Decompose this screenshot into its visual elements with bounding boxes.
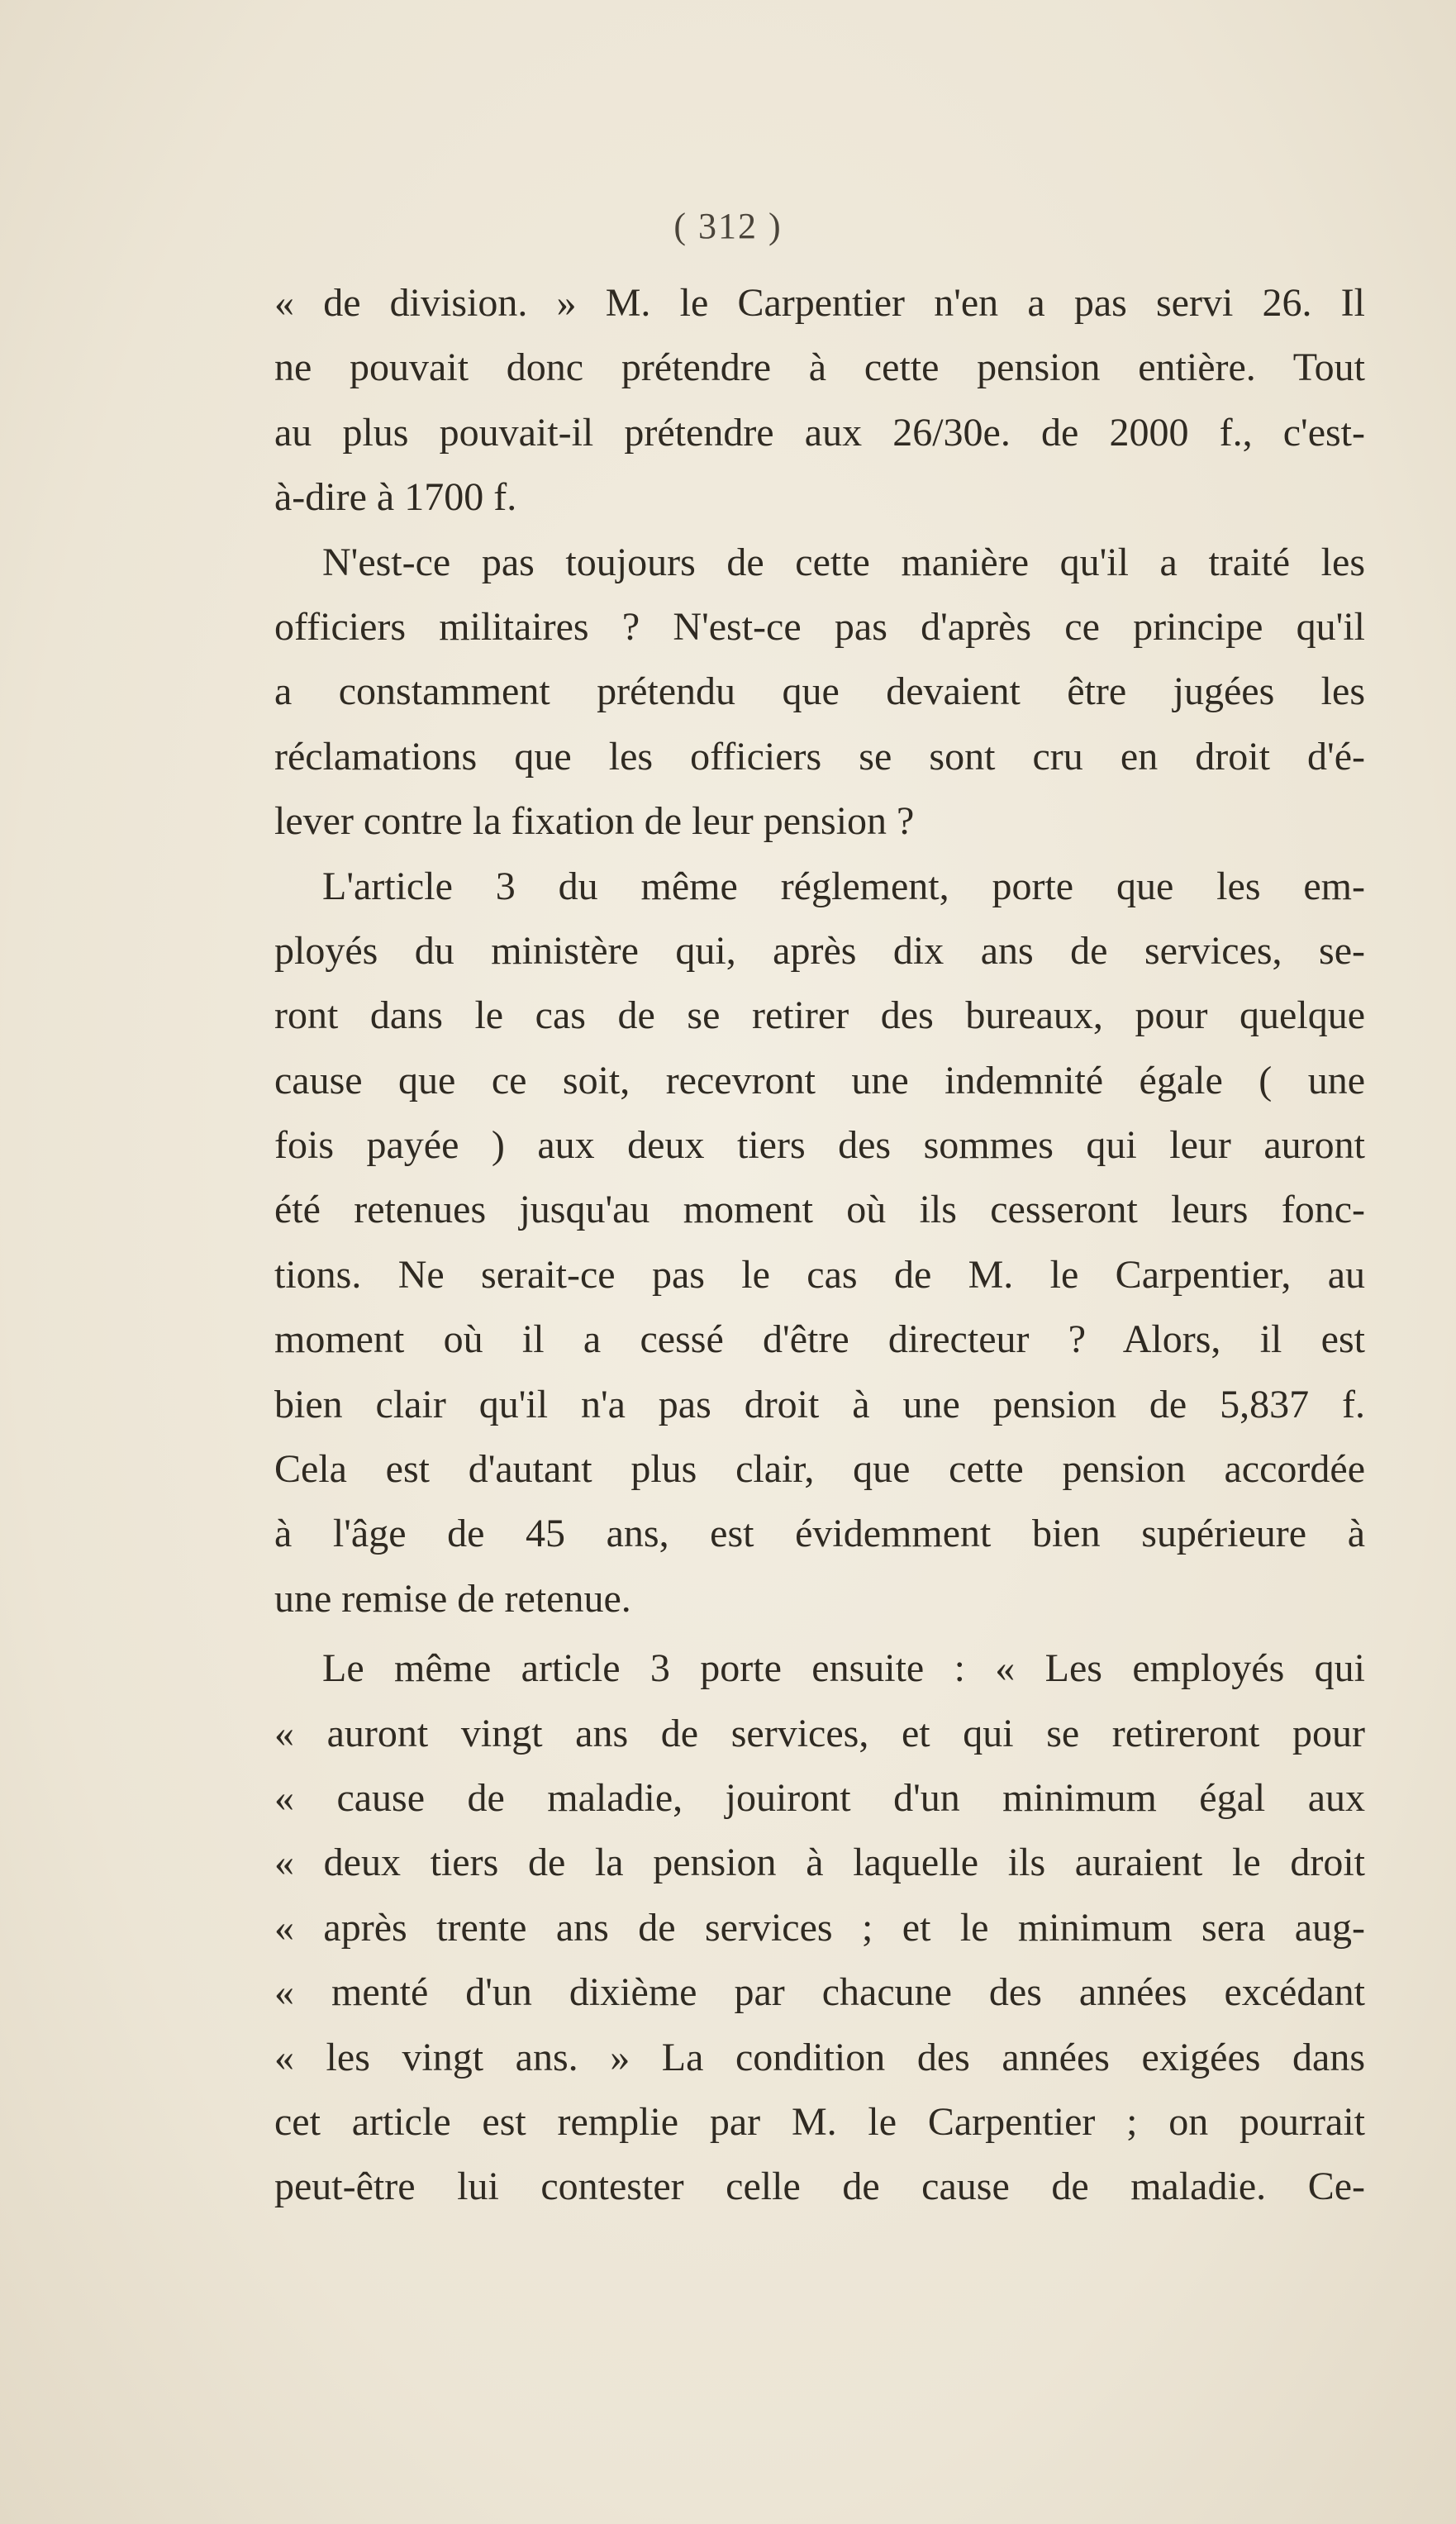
text-line: peut-être lui contester celle de cause de maladie. Ce- — [274, 2164, 1365, 2209]
text-line: N'est-ce pas toujours de cette manière qu'il a traité les — [322, 540, 1365, 584]
text-line: réclamations que les officiers se sont cru en droit d'é- — [274, 734, 1365, 779]
text-line: « les vingt ans. » La condition des années exigées dans — [274, 2035, 1365, 2079]
text-line: cause que ce soit, recevront une indemnité égale ( une — [274, 1058, 1365, 1102]
text-line: fois payée ) aux deux tiers des sommes qui leur auront — [274, 1123, 1365, 1168]
text-line: moment où il a cessé d'être directeur ? Alors, il est — [274, 1317, 1365, 1362]
text-line: ne pouvait donc prétendre à cette pension entière. Tout — [274, 345, 1365, 390]
text-line: bien clair qu'il n'a pas droit à une pension de 5,837 f. — [274, 1382, 1365, 1426]
text-line: L'article 3 du même réglement, porte que les em- — [322, 864, 1365, 908]
text-line: « cause de maladie, jouiront d'un minimum égal aux — [274, 1775, 1365, 1820]
text-line: ront dans le cas de se retirer des bureaux, pour quelque — [274, 993, 1365, 1038]
text-line: au plus pouvait-il prétendre aux 26/30e. de 2000 f., c'est- — [274, 410, 1365, 455]
text-line: « après trente ans de services ; et le minimum sera aug- — [274, 1905, 1365, 1950]
text-line: lever contre la fixation de leur pension ? — [274, 799, 915, 844]
text-line: « de division. » M. le Carpentier n'en a pas servi 26. Il — [274, 281, 1365, 325]
text-line: « auront vingt ans de services, et qui se retireront pour — [274, 1711, 1365, 1755]
text-line: à l'âge de 45 ans, est évidemment bien supérieure à — [274, 1512, 1365, 1556]
text-line: « menté d'un dixième par chacune des années excédant — [274, 1970, 1365, 2015]
text-line: officiers militaires ? N'est-ce pas d'après ce principe qu'il — [274, 604, 1365, 649]
text-line: été retenues jusqu'au moment où ils cesseront leurs fonc- — [274, 1188, 1365, 1232]
text-line: a constamment prétendu que devaient être jugées les — [274, 669, 1365, 714]
text-line: une remise de retenue. — [274, 1576, 631, 1621]
text-line: ployés du ministère qui, après dix ans de services, se- — [274, 928, 1365, 973]
text-line: Le même article 3 porte ensuite : « Les employés qui — [322, 1646, 1365, 1691]
text-line: Cela est d'autant plus clair, que cette pension accordée — [274, 1447, 1365, 1492]
text-line: à-dire à 1700 f. — [274, 475, 517, 520]
text-line: « deux tiers de la pension à laquelle ils auraient le droit — [274, 1841, 1365, 1885]
page-number: ( 312 ) — [673, 206, 783, 246]
text-line: tions. Ne serait-ce pas le cas de M. le Carpentier, au — [274, 1252, 1365, 1297]
page-body-text — [274, 271, 1365, 2220]
text-line: cet article est remplie par M. le Carpentier ; on pourrait — [274, 2099, 1365, 2144]
